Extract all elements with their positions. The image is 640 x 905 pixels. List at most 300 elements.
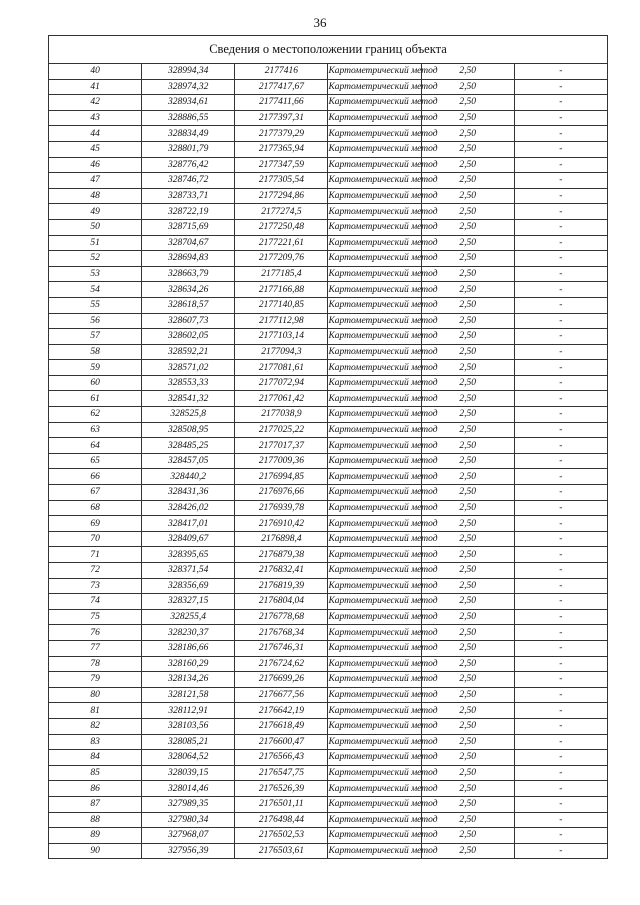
method-cell: Картометрический метод — [328, 64, 421, 80]
accuracy-cell: 2,50 — [421, 516, 514, 532]
accuracy-cell: 2,50 — [421, 422, 514, 438]
description-cell: - — [514, 110, 607, 126]
accuracy-cell: 2,50 — [421, 407, 514, 423]
accuracy-cell: 2,50 — [421, 297, 514, 313]
table-row — [49, 422, 608, 438]
y-coordinate-cell: 2176547,75 — [235, 765, 328, 781]
table-row — [49, 344, 608, 360]
method-cell: Картометрический метод — [328, 188, 421, 204]
description-cell: - — [514, 141, 607, 157]
accuracy-cell: 2,50 — [421, 141, 514, 157]
accuracy-cell: 2,50 — [421, 594, 514, 610]
table-row — [49, 407, 608, 423]
accuracy-cell: 2,50 — [421, 640, 514, 656]
description-cell: - — [514, 656, 607, 672]
x-coordinate-cell: 328801,79 — [142, 141, 235, 157]
method-cell: Картометрический метод — [328, 282, 421, 298]
accuracy-cell: 2,50 — [421, 360, 514, 376]
method-cell: Картометрический метод — [328, 79, 421, 95]
x-coordinate-cell: 328733,71 — [142, 188, 235, 204]
table-row — [49, 750, 608, 766]
x-coordinate-cell: 328553,33 — [142, 375, 235, 391]
x-coordinate-cell: 327989,35 — [142, 796, 235, 812]
y-coordinate-cell: 2177140,85 — [235, 297, 328, 313]
point-number-cell: 61 — [49, 391, 142, 407]
point-number-cell: 90 — [49, 843, 142, 859]
page-number: 36 — [313, 15, 327, 30]
y-coordinate-cell: 2176746,31 — [235, 640, 328, 656]
table-row — [49, 375, 608, 391]
table-row — [49, 79, 608, 95]
table-row — [49, 672, 608, 688]
x-coordinate-cell: 328014,46 — [142, 781, 235, 797]
x-coordinate-cell: 328409,67 — [142, 531, 235, 547]
table-row — [49, 188, 608, 204]
method-cell: Картометрический метод — [328, 266, 421, 282]
point-number-cell: 62 — [49, 407, 142, 423]
accuracy-cell: 2,50 — [421, 672, 514, 688]
description-cell: - — [514, 126, 607, 142]
table-row — [49, 126, 608, 142]
x-coordinate-cell: 328160,29 — [142, 656, 235, 672]
method-cell: Картометрический метод — [328, 531, 421, 547]
table-row — [49, 453, 608, 469]
y-coordinate-cell: 2177397,31 — [235, 110, 328, 126]
point-number-cell: 74 — [49, 594, 142, 610]
description-cell: - — [514, 828, 607, 844]
description-cell: - — [514, 485, 607, 501]
table-title-row — [49, 36, 608, 64]
description-cell: - — [514, 266, 607, 282]
x-coordinate-cell: 328704,67 — [142, 235, 235, 251]
y-coordinate-cell: 2176677,56 — [235, 687, 328, 703]
point-number-cell: 72 — [49, 563, 142, 579]
x-coordinate-cell: 328508,95 — [142, 422, 235, 438]
y-coordinate-cell: 2176600,47 — [235, 734, 328, 750]
y-coordinate-cell: 2177072,94 — [235, 375, 328, 391]
point-number-cell: 86 — [49, 781, 142, 797]
method-cell: Картометрический метод — [328, 609, 421, 625]
accuracy-cell: 2,50 — [421, 734, 514, 750]
method-cell: Картометрический метод — [328, 141, 421, 157]
table-row — [49, 110, 608, 126]
x-coordinate-cell: 328121,58 — [142, 687, 235, 703]
x-coordinate-cell: 328426,02 — [142, 500, 235, 516]
method-cell: Картометрический метод — [328, 796, 421, 812]
description-cell: - — [514, 687, 607, 703]
description-cell: - — [514, 360, 607, 376]
point-number-cell: 60 — [49, 375, 142, 391]
y-coordinate-cell: 2176832,41 — [235, 563, 328, 579]
y-coordinate-cell: 2176642,19 — [235, 703, 328, 719]
description-cell: - — [514, 391, 607, 407]
description-cell: - — [514, 407, 607, 423]
y-coordinate-cell: 2176526,39 — [235, 781, 328, 797]
y-coordinate-cell: 2177417,67 — [235, 79, 328, 95]
accuracy-cell: 2,50 — [421, 781, 514, 797]
table-row — [49, 204, 608, 220]
point-number-cell: 59 — [49, 360, 142, 376]
point-number-cell: 66 — [49, 469, 142, 485]
x-coordinate-cell: 328541,32 — [142, 391, 235, 407]
table-row — [49, 95, 608, 111]
description-cell: - — [514, 219, 607, 235]
table-row — [49, 235, 608, 251]
y-coordinate-cell: 2176768,34 — [235, 625, 328, 641]
description-cell: - — [514, 640, 607, 656]
x-coordinate-cell: 328607,73 — [142, 313, 235, 329]
description-cell: - — [514, 95, 607, 111]
method-cell: Картометрический метод — [328, 313, 421, 329]
accuracy-cell: 2,50 — [421, 219, 514, 235]
x-coordinate-cell: 328064,52 — [142, 750, 235, 766]
x-coordinate-cell: 328395,65 — [142, 547, 235, 563]
accuracy-cell: 2,50 — [421, 282, 514, 298]
y-coordinate-cell: 2177038,9 — [235, 407, 328, 423]
x-coordinate-cell: 328327,15 — [142, 594, 235, 610]
x-coordinate-cell: 328039,15 — [142, 765, 235, 781]
accuracy-cell: 2,50 — [421, 485, 514, 501]
x-coordinate-cell: 328694,83 — [142, 251, 235, 267]
point-number-cell: 76 — [49, 625, 142, 641]
description-cell: - — [514, 173, 607, 189]
table-row — [49, 656, 608, 672]
description-cell: - — [514, 453, 607, 469]
table-row — [49, 609, 608, 625]
method-cell: Картометрический метод — [328, 547, 421, 563]
y-coordinate-cell: 2176898,4 — [235, 531, 328, 547]
point-number-cell: 73 — [49, 578, 142, 594]
point-number-cell: 88 — [49, 812, 142, 828]
accuracy-cell: 2,50 — [421, 110, 514, 126]
point-number-cell: 79 — [49, 672, 142, 688]
table-row — [49, 531, 608, 547]
description-cell: - — [514, 609, 607, 625]
point-number-cell: 65 — [49, 453, 142, 469]
accuracy-cell: 2,50 — [421, 578, 514, 594]
method-cell: Картометрический метод — [328, 375, 421, 391]
method-cell: Картометрический метод — [328, 251, 421, 267]
point-number-cell: 51 — [49, 235, 142, 251]
table-row — [49, 266, 608, 282]
method-cell: Картометрический метод — [328, 360, 421, 376]
method-cell: Картометрический метод — [328, 563, 421, 579]
x-coordinate-cell: 328746,72 — [142, 173, 235, 189]
point-number-cell: 50 — [49, 219, 142, 235]
x-coordinate-cell: 328571,02 — [142, 360, 235, 376]
y-coordinate-cell: 2177025,22 — [235, 422, 328, 438]
accuracy-cell: 2,50 — [421, 344, 514, 360]
method-cell: Картометрический метод — [328, 812, 421, 828]
method-cell: Картометрический метод — [328, 469, 421, 485]
y-coordinate-cell: 2177081,61 — [235, 360, 328, 376]
method-cell: Картометрический метод — [328, 157, 421, 173]
point-number-cell: 77 — [49, 640, 142, 656]
accuracy-cell: 2,50 — [421, 157, 514, 173]
accuracy-cell: 2,50 — [421, 79, 514, 95]
x-coordinate-cell: 328592,21 — [142, 344, 235, 360]
method-cell: Картометрический метод — [328, 672, 421, 688]
point-number-cell: 75 — [49, 609, 142, 625]
table-row — [49, 360, 608, 376]
accuracy-cell: 2,50 — [421, 126, 514, 142]
y-coordinate-cell: 2177009,36 — [235, 453, 328, 469]
point-number-cell: 47 — [49, 173, 142, 189]
point-number-cell: 57 — [49, 329, 142, 345]
method-cell: Картометрический метод — [328, 110, 421, 126]
y-coordinate-cell: 2177411,66 — [235, 95, 328, 111]
x-coordinate-cell: 328457,05 — [142, 453, 235, 469]
table-row — [49, 625, 608, 641]
y-coordinate-cell: 2177274,5 — [235, 204, 328, 220]
table-row — [49, 578, 608, 594]
point-number-cell: 52 — [49, 251, 142, 267]
description-cell: - — [514, 812, 607, 828]
description-cell: - — [514, 594, 607, 610]
table-row — [49, 796, 608, 812]
x-coordinate-cell: 328485,25 — [142, 438, 235, 454]
description-cell: - — [514, 251, 607, 267]
point-number-cell: 54 — [49, 282, 142, 298]
y-coordinate-cell: 2176501,11 — [235, 796, 328, 812]
method-cell: Картометрический метод — [328, 219, 421, 235]
accuracy-cell: 2,50 — [421, 173, 514, 189]
y-coordinate-cell: 2177347,59 — [235, 157, 328, 173]
y-coordinate-cell: 2176819,39 — [235, 578, 328, 594]
table-row — [49, 391, 608, 407]
x-coordinate-cell: 328186,66 — [142, 640, 235, 656]
point-number-cell: 64 — [49, 438, 142, 454]
table-row — [49, 64, 608, 80]
description-cell: - — [514, 297, 607, 313]
x-coordinate-cell: 328618,57 — [142, 297, 235, 313]
method-cell: Картометрический метод — [328, 500, 421, 516]
table-row — [49, 563, 608, 579]
x-coordinate-cell: 327980,34 — [142, 812, 235, 828]
point-number-cell: 44 — [49, 126, 142, 142]
x-coordinate-cell: 328103,56 — [142, 718, 235, 734]
point-number-cell: 81 — [49, 703, 142, 719]
method-cell: Картометрический метод — [328, 734, 421, 750]
method-cell: Картометрический метод — [328, 625, 421, 641]
point-number-cell: 46 — [49, 157, 142, 173]
description-cell: - — [514, 547, 607, 563]
y-coordinate-cell: 2176939,78 — [235, 500, 328, 516]
method-cell: Картометрический метод — [328, 843, 421, 859]
point-number-cell: 83 — [49, 734, 142, 750]
accuracy-cell: 2,50 — [421, 812, 514, 828]
y-coordinate-cell: 2176910,42 — [235, 516, 328, 532]
y-coordinate-cell: 2176879,38 — [235, 547, 328, 563]
point-number-cell: 55 — [49, 297, 142, 313]
table-body — [49, 64, 608, 859]
method-cell: Картометрический метод — [328, 640, 421, 656]
point-number-cell: 56 — [49, 313, 142, 329]
y-coordinate-cell: 2177305,54 — [235, 173, 328, 189]
boundary-coordinates-table — [48, 35, 608, 859]
accuracy-cell: 2,50 — [421, 64, 514, 80]
point-number-cell: 41 — [49, 79, 142, 95]
accuracy-cell: 2,50 — [421, 188, 514, 204]
x-coordinate-cell: 328722,19 — [142, 204, 235, 220]
method-cell: Картометрический метод — [328, 703, 421, 719]
table-row — [49, 329, 608, 345]
x-coordinate-cell: 328974,32 — [142, 79, 235, 95]
table-row — [49, 547, 608, 563]
method-cell: Картометрический метод — [328, 422, 421, 438]
x-coordinate-cell: 328776,42 — [142, 157, 235, 173]
description-cell: - — [514, 718, 607, 734]
table-row — [49, 282, 608, 298]
y-coordinate-cell: 2177185,4 — [235, 266, 328, 282]
description-cell: - — [514, 235, 607, 251]
x-coordinate-cell: 328886,55 — [142, 110, 235, 126]
point-number-cell: 53 — [49, 266, 142, 282]
method-cell: Картометрический метод — [328, 765, 421, 781]
method-cell: Картометрический метод — [328, 407, 421, 423]
accuracy-cell: 2,50 — [421, 625, 514, 641]
table-row — [49, 141, 608, 157]
description-cell: - — [514, 469, 607, 485]
table-row — [49, 173, 608, 189]
x-coordinate-cell: 328440,2 — [142, 469, 235, 485]
accuracy-cell: 2,50 — [421, 687, 514, 703]
accuracy-cell: 2,50 — [421, 703, 514, 719]
method-cell: Картометрический метод — [328, 485, 421, 501]
method-cell: Картометрический метод — [328, 438, 421, 454]
description-cell: - — [514, 157, 607, 173]
x-coordinate-cell: 328356,69 — [142, 578, 235, 594]
x-coordinate-cell: 327956,39 — [142, 843, 235, 859]
y-coordinate-cell: 2176498,44 — [235, 812, 328, 828]
method-cell: Картометрический метод — [328, 578, 421, 594]
y-coordinate-cell: 2176976,66 — [235, 485, 328, 501]
table-row — [49, 843, 608, 859]
table-row — [49, 765, 608, 781]
y-coordinate-cell: 2176778,68 — [235, 609, 328, 625]
method-cell: Картометрический метод — [328, 687, 421, 703]
accuracy-cell: 2,50 — [421, 718, 514, 734]
description-cell: - — [514, 282, 607, 298]
accuracy-cell: 2,50 — [421, 563, 514, 579]
method-cell: Картометрический метод — [328, 344, 421, 360]
accuracy-cell: 2,50 — [421, 391, 514, 407]
accuracy-cell: 2,50 — [421, 204, 514, 220]
accuracy-cell: 2,50 — [421, 609, 514, 625]
accuracy-cell: 2,50 — [421, 547, 514, 563]
description-cell: - — [514, 313, 607, 329]
accuracy-cell: 2,50 — [421, 656, 514, 672]
y-coordinate-cell: 2176804,04 — [235, 594, 328, 610]
point-number-cell: 71 — [49, 547, 142, 563]
description-cell: - — [514, 188, 607, 204]
point-number-cell: 87 — [49, 796, 142, 812]
accuracy-cell: 2,50 — [421, 843, 514, 859]
table-row — [49, 734, 608, 750]
y-coordinate-cell: 2176724,62 — [235, 656, 328, 672]
y-coordinate-cell: 2176566,43 — [235, 750, 328, 766]
method-cell: Картометрический метод — [328, 656, 421, 672]
table-row — [49, 781, 608, 797]
method-cell: Картометрический метод — [328, 126, 421, 142]
description-cell: - — [514, 703, 607, 719]
description-cell: - — [514, 438, 607, 454]
x-coordinate-cell: 328371,54 — [142, 563, 235, 579]
description-cell: - — [514, 563, 607, 579]
table-row — [49, 438, 608, 454]
y-coordinate-cell: 2177061,42 — [235, 391, 328, 407]
table-row — [49, 828, 608, 844]
table-row — [49, 594, 608, 610]
x-coordinate-cell: 328085,21 — [142, 734, 235, 750]
y-coordinate-cell: 2176699,26 — [235, 672, 328, 688]
y-coordinate-cell: 2177221,61 — [235, 235, 328, 251]
x-coordinate-cell: 328417,01 — [142, 516, 235, 532]
description-cell: - — [514, 781, 607, 797]
y-coordinate-cell: 2177379,29 — [235, 126, 328, 142]
point-number-cell: 67 — [49, 485, 142, 501]
description-cell: - — [514, 500, 607, 516]
table-row — [49, 313, 608, 329]
method-cell: Картометрический метод — [328, 329, 421, 345]
y-coordinate-cell: 2176994,85 — [235, 469, 328, 485]
description-cell: - — [514, 796, 607, 812]
x-coordinate-cell: 328112,91 — [142, 703, 235, 719]
description-cell: - — [514, 750, 607, 766]
table-row — [49, 640, 608, 656]
x-coordinate-cell: 328602,05 — [142, 329, 235, 345]
x-coordinate-cell: 328230,37 — [142, 625, 235, 641]
method-cell: Картометрический метод — [328, 594, 421, 610]
y-coordinate-cell: 2177365,94 — [235, 141, 328, 157]
table-row — [49, 812, 608, 828]
accuracy-cell: 2,50 — [421, 750, 514, 766]
description-cell: - — [514, 531, 607, 547]
accuracy-cell: 2,50 — [421, 796, 514, 812]
table-row — [49, 297, 608, 313]
y-coordinate-cell: 2177112,98 — [235, 313, 328, 329]
point-number-cell: 70 — [49, 531, 142, 547]
y-coordinate-cell: 2177250,48 — [235, 219, 328, 235]
point-number-cell: 43 — [49, 110, 142, 126]
point-number-cell: 58 — [49, 344, 142, 360]
description-cell: - — [514, 375, 607, 391]
point-number-cell: 49 — [49, 204, 142, 220]
x-coordinate-cell: 328834,49 — [142, 126, 235, 142]
y-coordinate-cell: 2177017,37 — [235, 438, 328, 454]
method-cell: Картометрический метод — [328, 204, 421, 220]
y-coordinate-cell: 2177416 — [235, 64, 328, 80]
x-coordinate-cell: 328134,26 — [142, 672, 235, 688]
accuracy-cell: 2,50 — [421, 375, 514, 391]
table-row — [49, 687, 608, 703]
accuracy-cell: 2,50 — [421, 469, 514, 485]
x-coordinate-cell: 328431,36 — [142, 485, 235, 501]
table-row — [49, 469, 608, 485]
accuracy-cell: 2,50 — [421, 531, 514, 547]
x-coordinate-cell: 327968,07 — [142, 828, 235, 844]
table-row — [49, 485, 608, 501]
point-number-cell: 82 — [49, 718, 142, 734]
accuracy-cell: 2,50 — [421, 329, 514, 345]
x-coordinate-cell: 328255,4 — [142, 609, 235, 625]
description-cell: - — [514, 79, 607, 95]
y-coordinate-cell: 2177209,76 — [235, 251, 328, 267]
method-cell: Картометрический метод — [328, 781, 421, 797]
accuracy-cell: 2,50 — [421, 500, 514, 516]
accuracy-cell: 2,50 — [421, 828, 514, 844]
description-cell: - — [514, 578, 607, 594]
